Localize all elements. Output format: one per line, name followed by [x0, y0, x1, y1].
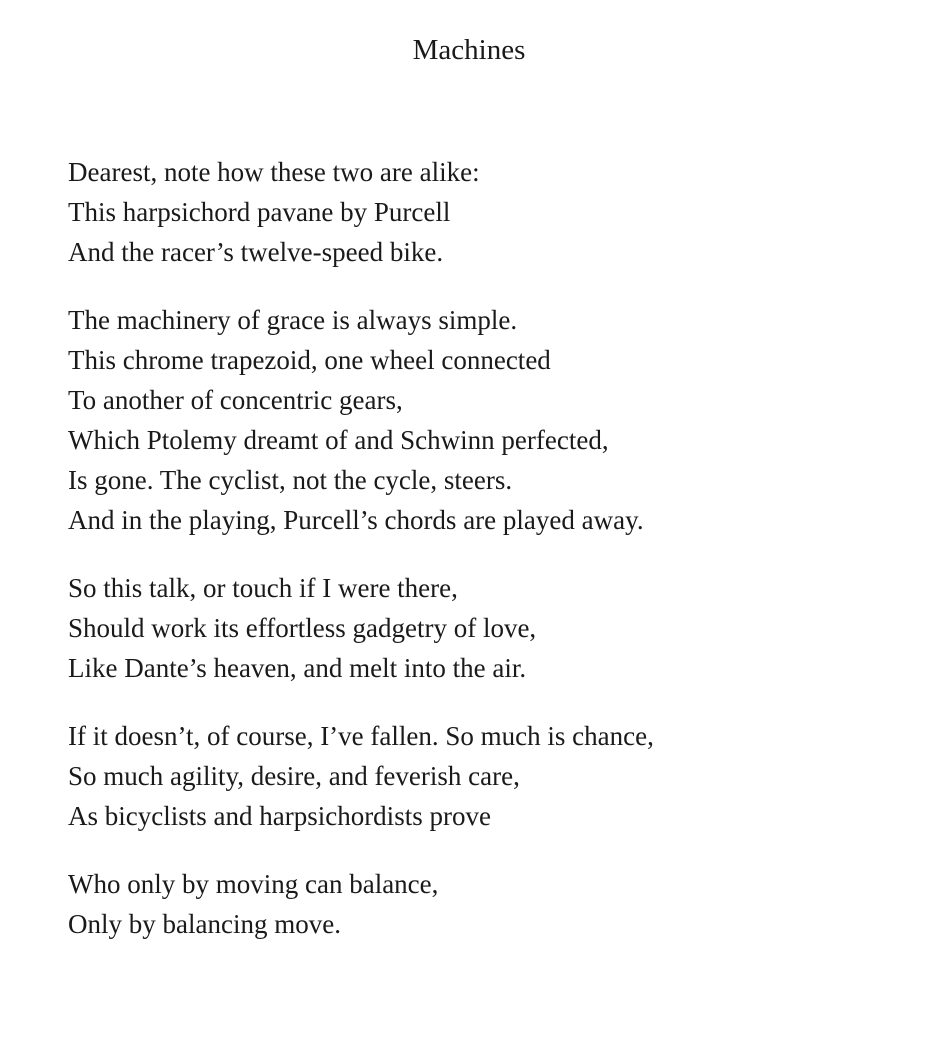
poem-line: If it doesn’t, of course, I’ve fallen. So much is chance, [68, 721, 654, 751]
poem-line: And the racer’s twelve-speed bike. [68, 237, 444, 267]
poem-line: This chrome trapezoid, one wheel connected [68, 345, 551, 375]
poem-line: Should work its effortless gadgetry of love, [68, 613, 537, 643]
stanza-4 [68, 716, 888, 836]
poem-line: The machinery of grace is always simple. [68, 305, 518, 335]
stanza-1 [68, 152, 888, 272]
poem-line: This harpsichord pavane by Purcell [68, 197, 451, 227]
poem-line: Only by balancing move. [68, 909, 341, 939]
poem-body [68, 152, 888, 972]
poem-line: Like Dante’s heaven, and melt into the air. [68, 653, 527, 683]
poem-line: Is gone. The cyclist, not the cycle, steers. [68, 465, 513, 495]
stanza-3 [68, 568, 888, 688]
poem-line: As bicyclists and harpsichordists prove [68, 801, 491, 831]
poem-line: Who only by moving can balance, [68, 869, 439, 899]
poem-line: To another of concentric gears, [68, 385, 403, 415]
stanza-5 [68, 864, 888, 944]
poem-line: So much agility, desire, and feverish care, [68, 761, 520, 791]
poem-line: Dearest, note how these two are alike: [68, 157, 480, 187]
poem-line: Which Ptolemy dreamt of and Schwinn perfected, [68, 425, 609, 455]
poem-line: So this talk, or touch if I were there, [68, 573, 458, 603]
poem-line: And in the playing, Purcell’s chords are played away. [68, 505, 644, 535]
stanza-2 [68, 300, 888, 540]
poem-title: Machines [412, 34, 526, 66]
